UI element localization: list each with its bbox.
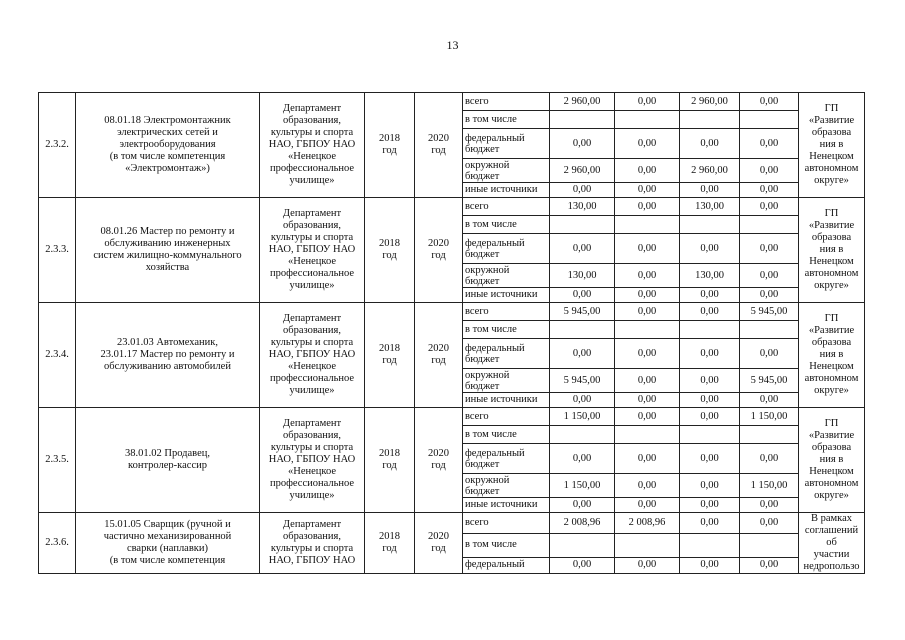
amount-cell: 2 960,00 (550, 93, 615, 111)
amount-cell: 0,00 (740, 129, 799, 159)
amount-cell: 0,00 (550, 557, 615, 573)
cell-text-line: бюджет (465, 458, 500, 470)
funding-source (463, 408, 550, 426)
cell-text-line: 2020 (428, 531, 449, 542)
funding-source (463, 557, 550, 573)
cell-text-line: всего (465, 200, 489, 212)
amount-cell (550, 426, 615, 444)
amount-cell (550, 321, 615, 339)
amount-cell: 130,00 (680, 264, 740, 288)
amount-cell (680, 321, 740, 339)
cell-text-line: Департамент (282, 519, 342, 530)
cell-text-line: 2020 (428, 448, 449, 459)
amount-cell: 0,00 (680, 557, 740, 573)
program-reference (799, 303, 865, 408)
cell-text-line: округе» (814, 175, 849, 186)
amount-cell: 0,00 (680, 183, 740, 198)
cell-text-line: округе» (814, 280, 849, 291)
cell-text-line: год (431, 460, 446, 471)
program-reference (799, 408, 865, 513)
amount-cell (680, 534, 740, 557)
amount-cell: 0,00 (550, 339, 615, 369)
cell-text-line: округе» (814, 385, 849, 396)
funding-source (463, 264, 550, 288)
item-number: 2.3.6. (39, 513, 76, 574)
cell-text-line: иные источники (465, 499, 538, 510)
cell-text-line: федеральный (465, 447, 525, 459)
funding-source (463, 183, 550, 198)
cell-text-line: автономном (804, 373, 859, 384)
cell-text-line: «Ненецкое (288, 256, 336, 267)
item-number: 2.3.5. (39, 408, 76, 513)
amount-cell (550, 534, 615, 557)
amount-cell: 0,00 (615, 444, 680, 474)
amount-cell: 130,00 (550, 264, 615, 288)
cell-text-line: 08.01.26 Мастер по ремонту и (100, 226, 235, 237)
cell-text-line: «Ненецкое (288, 361, 336, 372)
amount-cell (615, 111, 680, 129)
cell-text-line: профессиональное (269, 373, 355, 384)
cell-text-line: бюджет (465, 353, 500, 365)
funding-source (463, 111, 550, 129)
amount-cell: 1 150,00 (740, 408, 799, 426)
cell-text-line: культуры и спорта (270, 232, 354, 243)
amount-cell: 0,00 (680, 288, 740, 303)
cell-text-line: год (382, 250, 397, 261)
amount-cell (740, 111, 799, 129)
amount-cell: 0,00 (740, 183, 799, 198)
cell-text-line: федеральный (465, 132, 525, 144)
amount-cell (550, 216, 615, 234)
amount-cell: 0,00 (550, 129, 615, 159)
cell-text-line: автономном (804, 478, 859, 489)
amount-cell: 0,00 (680, 393, 740, 408)
cell-text-line: 2018 (379, 238, 400, 249)
amount-cell: 0,00 (740, 393, 799, 408)
cell-text-line: образования, (282, 220, 341, 231)
end-year (415, 513, 463, 574)
cell-text-line: частично механизированной (103, 531, 232, 542)
cell-text-line: в том числе (465, 539, 517, 551)
amount-cell: 5 945,00 (740, 303, 799, 321)
amount-cell: 2 008,96 (550, 513, 615, 534)
cell-text-line: автономном (804, 163, 859, 174)
cell-text-line: 2020 (428, 133, 449, 144)
amount-cell: 0,00 (615, 498, 680, 513)
cell-text-line: бюджет (465, 275, 500, 287)
amount-cell: 0,00 (740, 557, 799, 573)
amount-cell: 0,00 (615, 339, 680, 369)
cell-text-line: В рамках (810, 513, 853, 524)
cell-text-line: всего (465, 517, 489, 529)
cell-text-line: ния в (819, 139, 844, 150)
cell-text-line: 2020 (428, 238, 449, 249)
amount-cell: 0,00 (740, 339, 799, 369)
amount-cell: 0,00 (740, 93, 799, 111)
item-name (76, 93, 260, 198)
amount-cell: 0,00 (680, 408, 740, 426)
cell-text-line: в том числе (465, 323, 517, 335)
amount-cell: 0,00 (615, 408, 680, 426)
cell-text-line: хозяйства (145, 262, 190, 273)
responsible-executor (260, 198, 365, 303)
cell-text-line: бюджет (465, 485, 500, 497)
amount-cell: 0,00 (615, 234, 680, 264)
cell-text-line: соглашений об (804, 525, 859, 548)
item-name (76, 408, 260, 513)
item-name (76, 303, 260, 408)
amount-cell: 0,00 (615, 474, 680, 498)
amount-cell: 0,00 (550, 393, 615, 408)
cell-text-line: Ненецком (809, 256, 854, 267)
cell-text-line: всего (465, 410, 489, 422)
table-row (39, 408, 865, 426)
end-year (415, 408, 463, 513)
cell-text-line: окружной (465, 159, 510, 171)
table-row (39, 513, 865, 534)
cell-text-line: образования, (282, 325, 341, 336)
cell-text-line: (в том числе компетенция (109, 555, 226, 566)
amount-cell: 0,00 (740, 264, 799, 288)
cell-text-line: «Ненецкое (288, 151, 336, 162)
amount-cell (680, 111, 740, 129)
cell-text-line: всего (465, 95, 489, 107)
cell-text-line: окружной (465, 264, 510, 276)
amount-cell (740, 216, 799, 234)
amount-cell: 0,00 (680, 498, 740, 513)
cell-text-line: образова (811, 337, 852, 348)
cell-text-line: год (382, 460, 397, 471)
cell-text-line: образова (811, 442, 852, 453)
funding-source (463, 234, 550, 264)
cell-text-line: культуры и спорта (270, 442, 354, 453)
cell-text-line: иные источники (465, 184, 538, 195)
cell-text-line: округе» (814, 490, 849, 501)
funding-source (463, 498, 550, 513)
cell-text-line: НАО, ГБПОУ НАО (268, 139, 356, 150)
cell-text-line: культуры и спорта (270, 337, 354, 348)
cell-text-line: ГП «Развитие (808, 313, 855, 336)
cell-text-line: 2020 (428, 343, 449, 354)
cell-text-line: образования, (282, 115, 341, 126)
cell-text-line: образова (811, 232, 852, 243)
budget-table (38, 92, 865, 574)
cell-text-line: 2018 (379, 343, 400, 354)
amount-cell: 0,00 (680, 339, 740, 369)
cell-text-line: бюджет (465, 248, 500, 260)
amount-cell: 130,00 (550, 198, 615, 216)
cell-text-line: год (431, 543, 446, 554)
amount-cell: 0,00 (740, 513, 799, 534)
amount-cell (680, 426, 740, 444)
amount-cell: 1 150,00 (550, 474, 615, 498)
cell-text-line: 23.01.03 Автомеханик, (116, 337, 219, 348)
cell-text-line: Департамент (282, 418, 342, 429)
amount-cell: 0,00 (740, 444, 799, 474)
cell-text-line: культуры и спорта (270, 543, 354, 554)
cell-text-line: год (382, 145, 397, 156)
cell-text-line: обслуживанию автомобилей (104, 361, 231, 372)
cell-text-line: контролер-кассир (128, 460, 207, 471)
cell-text-line: бюджет (465, 170, 500, 182)
program-reference (799, 93, 865, 198)
cell-text-line: систем жилищно-коммунального (93, 250, 242, 261)
amount-cell: 0,00 (680, 474, 740, 498)
cell-text-line: культуры и спорта (270, 127, 354, 138)
cell-text-line: электрических сетей и (117, 127, 218, 138)
funding-source (463, 339, 550, 369)
cell-text-line: профессиональное (269, 268, 355, 279)
amount-cell: 0,00 (680, 444, 740, 474)
amount-cell: 0,00 (680, 369, 740, 393)
amount-cell: 0,00 (740, 198, 799, 216)
amount-cell (550, 111, 615, 129)
amount-cell: 1 150,00 (550, 408, 615, 426)
amount-cell: 2 008,96 (615, 513, 680, 534)
amount-cell: 0,00 (615, 393, 680, 408)
cell-text-line: ния в (819, 244, 844, 255)
funding-source (463, 159, 550, 183)
amount-cell: 130,00 (680, 198, 740, 216)
cell-text-line: в том числе (465, 113, 517, 125)
amount-cell: 0,00 (550, 234, 615, 264)
cell-text-line: НАО, ГБПОУ НАО (268, 555, 356, 566)
amount-cell: 0,00 (680, 513, 740, 534)
funding-source (463, 198, 550, 216)
table-row (39, 303, 865, 321)
cell-text-line: электрооборудования (119, 139, 216, 150)
cell-text-line: обслуживанию инженерных (104, 238, 231, 249)
responsible-executor (260, 303, 365, 408)
item-name (76, 513, 260, 574)
amount-cell: 0,00 (615, 129, 680, 159)
item-number: 2.3.3. (39, 198, 76, 303)
cell-text-line: год (431, 250, 446, 261)
cell-text-line: ния в (819, 454, 844, 465)
cell-text-line: 08.01.18 Электромонтажник (104, 115, 231, 126)
cell-text-line: (в том числе компетенция (109, 151, 226, 162)
funding-source (463, 93, 550, 111)
cell-text-line: год (382, 355, 397, 366)
funding-source (463, 426, 550, 444)
cell-text-line: год (431, 355, 446, 366)
end-year (415, 93, 463, 198)
cell-text-line: Департамент (282, 208, 342, 219)
amount-cell: 0,00 (550, 183, 615, 198)
funding-source (463, 369, 550, 393)
cell-text-line: недропользо (803, 561, 860, 572)
cell-text-line: Ненецком (809, 361, 854, 372)
funding-source (463, 288, 550, 303)
cell-text-line: училище» (289, 175, 335, 186)
cell-text-line: иные источники (465, 289, 538, 300)
cell-text-line: федеральный (465, 237, 525, 249)
cell-text-line: бюджет (465, 143, 500, 155)
cell-text-line: ГП «Развитие (808, 103, 855, 126)
amount-cell (615, 534, 680, 557)
cell-text-line: федеральный (465, 342, 525, 354)
amount-cell: 2 960,00 (680, 93, 740, 111)
amount-cell (740, 426, 799, 444)
cell-text-line: 23.01.17 Мастер по ремонту и (100, 349, 235, 360)
cell-text-line: Ненецком (809, 151, 854, 162)
amount-cell: 0,00 (550, 288, 615, 303)
funding-source (463, 303, 550, 321)
amount-cell: 0,00 (615, 159, 680, 183)
cell-text-line: НАО, ГБПОУ НАО (268, 349, 356, 360)
start-year (365, 408, 415, 513)
amount-cell: 0,00 (615, 288, 680, 303)
cell-text-line: автономном (804, 268, 859, 279)
amount-cell: 0,00 (680, 303, 740, 321)
cell-text-line: училище» (289, 490, 335, 501)
funding-source (463, 321, 550, 339)
cell-text-line: училище» (289, 280, 335, 291)
amount-cell (615, 321, 680, 339)
amount-cell (615, 426, 680, 444)
amount-cell: 0,00 (615, 264, 680, 288)
cell-text-line: Департамент (282, 313, 342, 324)
amount-cell: 2 960,00 (680, 159, 740, 183)
start-year (365, 513, 415, 574)
funding-source (463, 474, 550, 498)
cell-text-line: сварки (наплавки) (126, 543, 209, 554)
start-year (365, 303, 415, 408)
cell-text-line: ГП «Развитие (808, 418, 855, 441)
amount-cell: 0,00 (615, 303, 680, 321)
funding-source (463, 216, 550, 234)
cell-text-line: всего (465, 305, 489, 317)
amount-cell: 5 945,00 (550, 303, 615, 321)
cell-text-line: окружной (465, 369, 510, 381)
cell-text-line: НАО, ГБПОУ НАО (268, 244, 356, 255)
start-year (365, 198, 415, 303)
responsible-executor (260, 93, 365, 198)
amount-cell: 5 945,00 (550, 369, 615, 393)
amount-cell (740, 321, 799, 339)
cell-text-line: НАО, ГБПОУ НАО (268, 454, 356, 465)
amount-cell: 0,00 (740, 234, 799, 264)
cell-text-line: участии (813, 549, 850, 560)
amount-cell: 0,00 (740, 498, 799, 513)
cell-text-line: 15.01.05 Сварщик (ручной и (104, 519, 231, 530)
item-number: 2.3.2. (39, 93, 76, 198)
item-number: 2.3.4. (39, 303, 76, 408)
amount-cell: 0,00 (740, 159, 799, 183)
cell-text-line: образования, (282, 531, 341, 542)
cell-text-line: ния в (819, 349, 844, 360)
cell-text-line: образова (811, 127, 852, 138)
cell-text-line: «Электромонтаж») (125, 163, 210, 174)
cell-text-line: 2018 (379, 448, 400, 459)
program-reference (799, 513, 865, 574)
cell-text-line: в том числе (465, 428, 517, 440)
cell-text-line: окружной (465, 474, 510, 486)
cell-text-line: в том числе (465, 218, 517, 230)
cell-text-line: год (431, 145, 446, 156)
amount-cell: 0,00 (680, 234, 740, 264)
amount-cell: 0,00 (615, 198, 680, 216)
funding-source (463, 513, 550, 534)
cell-text-line: Департамент (282, 103, 342, 114)
start-year (365, 93, 415, 198)
amount-cell: 0,00 (615, 93, 680, 111)
amount-cell: 0,00 (615, 183, 680, 198)
amount-cell: 0,00 (550, 498, 615, 513)
funding-source (463, 534, 550, 557)
cell-text-line: 2018 (379, 531, 400, 542)
funding-source (463, 129, 550, 159)
cell-text-line: 2018 (379, 133, 400, 144)
end-year (415, 198, 463, 303)
cell-text-line: профессиональное (269, 163, 355, 174)
cell-text-line: бюджет (465, 380, 500, 392)
cell-text-line: год (382, 543, 397, 554)
cell-text-line: ГП «Развитие (808, 208, 855, 231)
amount-cell: 0,00 (615, 369, 680, 393)
page-number: 13 (446, 38, 459, 52)
amount-cell: 0,00 (615, 557, 680, 573)
amount-cell: 2 960,00 (550, 159, 615, 183)
amount-cell: 0,00 (550, 444, 615, 474)
item-name (76, 198, 260, 303)
cell-text-line: федеральный (465, 559, 525, 571)
cell-text-line: иные источники (465, 394, 538, 405)
amount-cell: 0,00 (740, 288, 799, 303)
amount-cell (680, 216, 740, 234)
cell-text-line: образования, (282, 430, 341, 441)
cell-text-line: училище» (289, 385, 335, 396)
amount-cell: 5 945,00 (740, 369, 799, 393)
funding-source (463, 444, 550, 474)
cell-text-line: 38.01.02 Продавец, (125, 448, 210, 459)
table-row (39, 198, 865, 216)
end-year (415, 303, 463, 408)
amount-cell (615, 216, 680, 234)
amount-cell (740, 534, 799, 557)
responsible-executor (260, 408, 365, 513)
responsible-executor (260, 513, 365, 574)
funding-source (463, 393, 550, 408)
program-reference (799, 198, 865, 303)
cell-text-line: Ненецком (809, 466, 854, 477)
cell-text-line: «Ненецкое (288, 466, 336, 477)
amount-cell: 0,00 (680, 129, 740, 159)
cell-text-line: профессиональное (269, 478, 355, 489)
table-row (39, 93, 865, 111)
amount-cell: 1 150,00 (740, 474, 799, 498)
